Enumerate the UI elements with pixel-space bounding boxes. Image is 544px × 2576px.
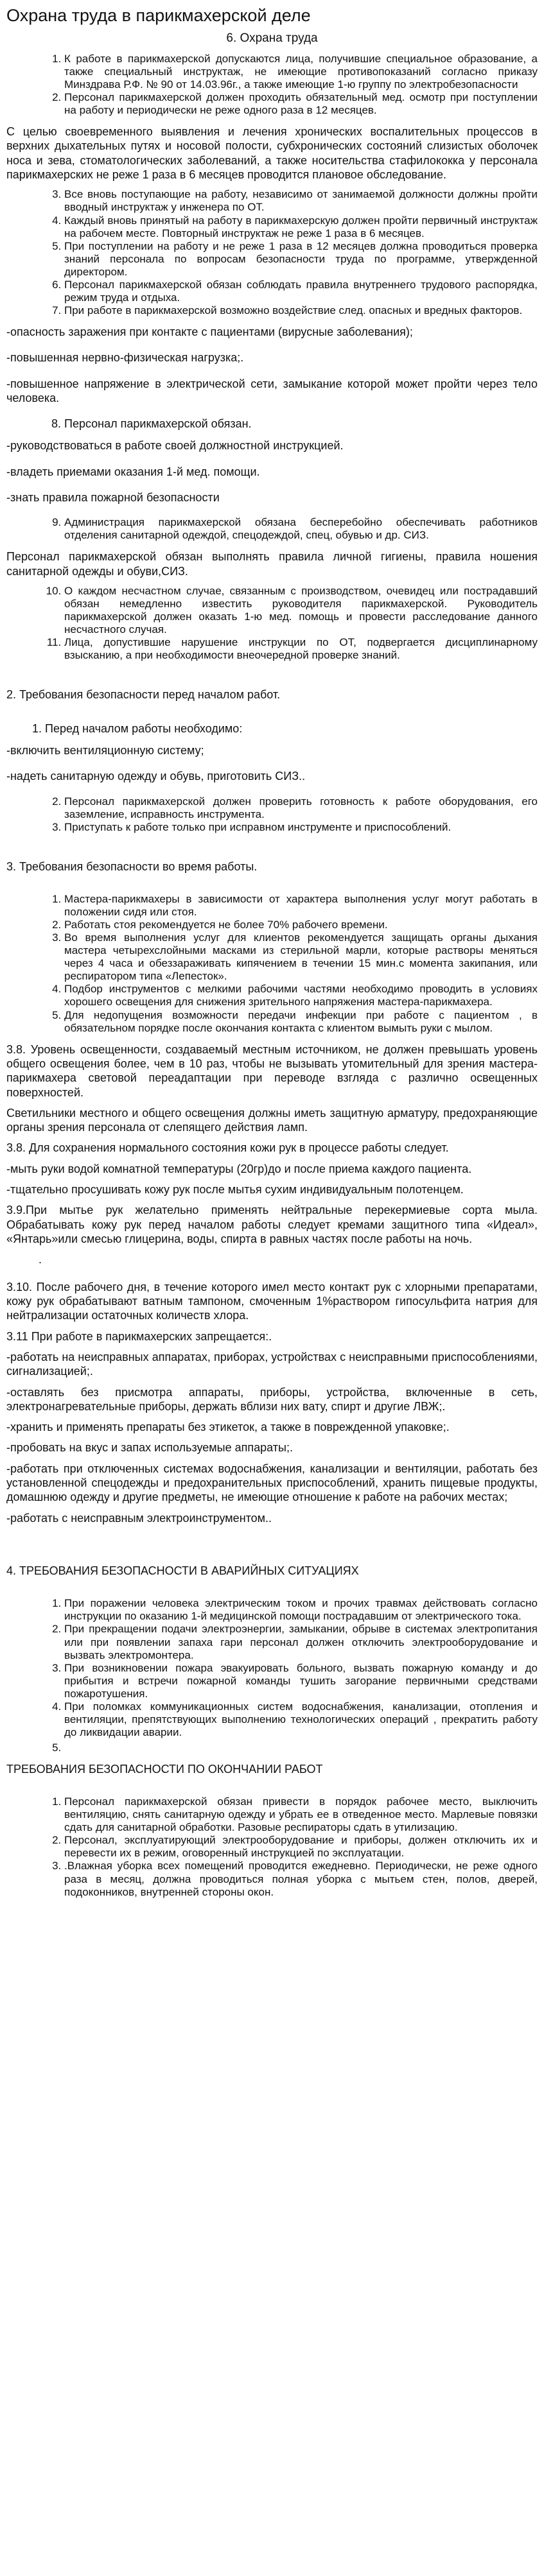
general-list-2 (6, 188, 538, 316)
paragraph: -тщательно просушивать кожу рук после мытья сухим индивидуальным полотенцем. (6, 1183, 464, 1197)
list-item: 3. Приступать к работе только при исправном инструменте и приспособлений. (64, 821, 538, 834)
section-5-list (6, 1795, 538, 1898)
list-item: 3. Все вновь поступающие на работу, независимо от занимаемой должности должны пройти вводный инструктаж у инженера по ОТ. (64, 188, 538, 214)
prohibited-line: -пробовать на вкус и запах используемые аппараты;. (6, 1441, 293, 1455)
section-3-list (6, 893, 538, 1035)
prohibited-line: -работать на неисправных аппаратах, приборах, устройствах с неисправными приспособлениями, сигнализацией;. (6, 1350, 538, 1378)
stray-dot: . (39, 1253, 42, 1266)
prohibited-line: -хранить и применять препараты без этикеток, а также в поврежденной упаковке;. (6, 1421, 450, 1434)
prohibited-line: -работать при отключенных системах водоснабжения, канализации и вентиляции, работать без установленной спецодежды и предохранительных приспособлений, хранить пищевые продукты, домашнюю одежду и другие предметы, не имеющие отношение к работе на рабочих местах; (6, 1462, 538, 1504)
general-list (6, 53, 538, 117)
section-5-heading: ТРЕБОВАНИЯ БЕЗОПАСНОСТИ ПО ОКОНЧАНИИ РАБОТ (6, 1762, 323, 1776)
list-item: 6. Персонал парикмахерской обязан соблюдать правила внутреннего трудового распорядка, режим труда и отдыха. (64, 279, 538, 304)
list-item: 7. При работе в парикмахерской возможно воздействие след. опасных и вредных факторов. (64, 304, 538, 317)
list-item: 1. При поражении человека электрическим током и прочих травмах действовать согласно инструкции по оказанию 1-й медицинской помощи пострадавшим от электрического тока. (64, 1597, 538, 1623)
list-item: 11. Лица, допустившие нарушение инструкции по ОТ, подвергается дисциплинарному взысканию, а при необходимости внеочередной проверке знаний. (64, 636, 538, 662)
s2-line: -надеть санитарную одежду и обувь, приготовить СИЗ.. (6, 770, 306, 783)
list-item: 2. Персонал, эксплуатирующий электрооборудование и приборы, должен отключить их и перевести их в режим, оговоренный инструкцией по эксплуатации. (64, 1834, 538, 1860)
paragraph: 3.8. Для сохранения нормального состояния кожи рук в процессе работы следует. (6, 1141, 449, 1155)
s2-line: -включить вентиляционную систему; (6, 744, 204, 757)
list-item: 2. Персонал парикмахерской должен проверить готовность к работе оборудования, его заземление, исправность инструмента. (64, 795, 538, 821)
document-title: Охрана труда в парикмахерской деле (6, 6, 311, 25)
section-heading: 6. Охрана труда (226, 31, 318, 46)
hazard-line: -опасность заражения при контакте с пациентами (вирусные заболевания); (6, 325, 413, 338)
list-item (64, 1742, 538, 1754)
list-item: 3. .Влажная уборка всех помещений проводится ежедневно. Периодически, не реже одного раза в месяц, должна проводиться полная уборка с мытьем стен, полов, дверей, подоконников, внутренней стороны окон. (64, 1860, 538, 1898)
paragraph: Персонал парикмахерской обязан выполнять правила личной гигиены, правила ношения санитарной одежды и обуви,СИЗ. (6, 550, 538, 578)
list-item: 1. К работе в парикмахерской допускаются лица, получившие специальное образование, а также специальный инструктаж, не имеющие противопоказаний согласно приказу Минздрава Р.Ф. № 90 от 14.03.96г., а также имеющие 1-ю группу по электробезопасности (64, 53, 538, 91)
list-item: 4. При поломках коммуникационных систем водоснабжения, канализации, отопления и вентиляции, препятствующих выполнению технологических операций , прекратить работу до ликвидации аварии. (64, 1700, 538, 1739)
hazard-line: -повышенная нервно-физическая нагрузка;. (6, 351, 244, 365)
list-item: 8. Персонал парикмахерской обязан. (64, 417, 538, 431)
duty-line: -знать правила пожарной безопасности (6, 491, 220, 505)
item-8 (6, 417, 538, 431)
paragraph: -мыть руки водой комнатной температуры (20гр)до и после приема каждого пациента. (6, 1162, 472, 1175)
paragraph: С целью своевременного выявления и лечения хронических воспалительных процессов в верхних дыхательных путях и носовой полости, субхронических состояний слизистых оболочек носа и зева, стоматологических заболеваний, а также носительства стафилококка у персонала парикмахерских не реже 1 раза в 6 месяцев проводится плановое обследование. (6, 125, 538, 182)
list-item: 4. Каждый вновь принятый на работу в парикмахерскую должен пройти первичный инструктаж на рабочем месте. Повторный инструктаж не реже 1 раза в 6 месяцев. (64, 214, 538, 240)
section-3-heading: 3. Требования безопасности во время работы. (6, 860, 258, 873)
section-4-heading: 4. ТРЕБОВАНИЯ БЕЗОПАСНОСТИ В АВАРИЙНЫХ СИТУАЦИЯХ (6, 1564, 359, 1578)
list-item: 5. При поступлении на работу и не реже 1 раза в 12 месяцев должна проводиться проверка знаний персонала по вопросам безопасности труда по программе, утвержденной директором. (64, 240, 538, 279)
section-2-list (6, 795, 538, 834)
item-9 (6, 516, 538, 542)
list-item: 1. Перед началом работы необходимо: (45, 722, 538, 736)
list-item: 10. О каждом несчастном случае, связанным с производством, очевидец или пострадавший обязан немедленно известить руководителя парикмахерской. Руководитель парикмахерской должен оказать 1-ю мед. помощь и провести расследование данного несчастного случая. (64, 585, 538, 636)
list-item: 3. Во время выполнения услуг для клиентов рекомендуется защищать органы дыхания мастера четырехслойными масками из стерильной марли, которые растворы меняться через 4 часа и обеззараживать кипячением в течении 15 мин.с момента закипания, или респиратором типа «Лепесток». (64, 931, 538, 983)
paragraph: 3.10. После рабочего дня, в течение которого имел место контакт рук с хлорными препаратами, кожу рук обрабатывают ватным тампоном, смоченным 1%раствором гипосульфита натрия для нейтрализации остаточных количеств хлора. (6, 1280, 538, 1322)
list-item: 4. Подбор инструментов с мелкими рабочими частями необходимо проводить в условиях хорошего освещения для снижения зрительного напряжения мастера-парикмахера. (64, 983, 538, 1008)
list-item: 2. При прекращении подачи электроэнергии, замыкании, обрыве в системах электропитания или при появлении запаха гари персонал должен отключить электрооборудование и вызвать электромонтера. (64, 1623, 538, 1661)
list-item: 9. Администрация парикмахерской обязана бесперебойно обеспечивать работников отделения санитарной одеждой, спецодеждой, спец, обувью и др. СИЗ. (64, 516, 538, 542)
paragraph: 3.8. Уровень освещенности, создаваемый местным источником, не должен превышать уровень общего освещения более, чем в 10 раз, чтобы не вызывать утомительный для зрения мастера-парикмахера световой переадаптации при переводе взгляда с различно освещенных поверхностей. (6, 1042, 538, 1099)
list-item: 2. Работать стоя рекомендуется не более 70% рабочего времени. (64, 919, 538, 931)
list-item: 3. При возникновении пожара эвакуировать больного, вызвать пожарную команду и до прибытия и встречи пожарной команды тушить загорание первичными средствами пожаротушения. (64, 1662, 538, 1700)
list-item: 1. Персонал парикмахерской обязан привести в порядок рабочее место, выключить вентиляцию, снять санитарную одежду и убрать ее в отведенное место. Марлевые повязки сдать для санитарной обработки. Разовые респираторы сдать в утилизацию. (64, 1795, 538, 1834)
items-10-11 (6, 585, 538, 662)
duty-line: -владеть приемами оказания 1-й мед. помощи. (6, 465, 260, 478)
paragraph: Светильники местного и общего освещения должны иметь защитную арматуру, предохраняющие органы зрения персонала от слепящего действия ламп. (6, 1106, 538, 1134)
list-item: 2. Персонал парикмахерской должен проходить обязательный мед. осмотр при поступлении на работу и периодически не реже одного раза в 12 месяцев. (64, 91, 538, 117)
hazard-line: -повышенное напряжение в электрической сети, замыкание которой может пройти через тело человека. (6, 377, 538, 404)
list-item: 1. Мастера-парикмахеры в зависимости от характера выполнения услуг могут работать в положении сидя или стоя. (64, 893, 538, 919)
section-2-item-1 (6, 722, 538, 736)
duty-line: -руководствоваться в работе своей должностной инструкцией. (6, 439, 344, 453)
prohibited-line: -работать с неисправным электроинструментом.. (6, 1511, 272, 1525)
list-item: 5. Для недопущения возможности передачи инфекции при работе с пациентом , в обязательном порядке после окончания контакта с клиентом вымыть руки с мылом. (64, 1009, 538, 1035)
prohibited-line: -оставлять без присмотра аппараты, приборы, устройства, включенные в сеть, электронагревательные приборы, держать вблизи них вату, спирт и другие ЛВЖ;. (6, 1385, 538, 1413)
paragraph: 3.9.При мытье рук желательно применять нейтральные перекермиевые сорта мыла. Обрабатывать кожу рук перед началом работы следует кремами защитного типа «Идеал», «Янтарь»или смесью глицерина, воды, спирта в равных частях после работы на ночь. (6, 1204, 538, 1246)
paragraph: 3.11 При работе в парикмахерских запрещается:. (6, 1329, 272, 1343)
section-2-heading: 2. Требования безопасности перед началом работ. (6, 688, 281, 702)
section-4-list (6, 1597, 538, 1754)
